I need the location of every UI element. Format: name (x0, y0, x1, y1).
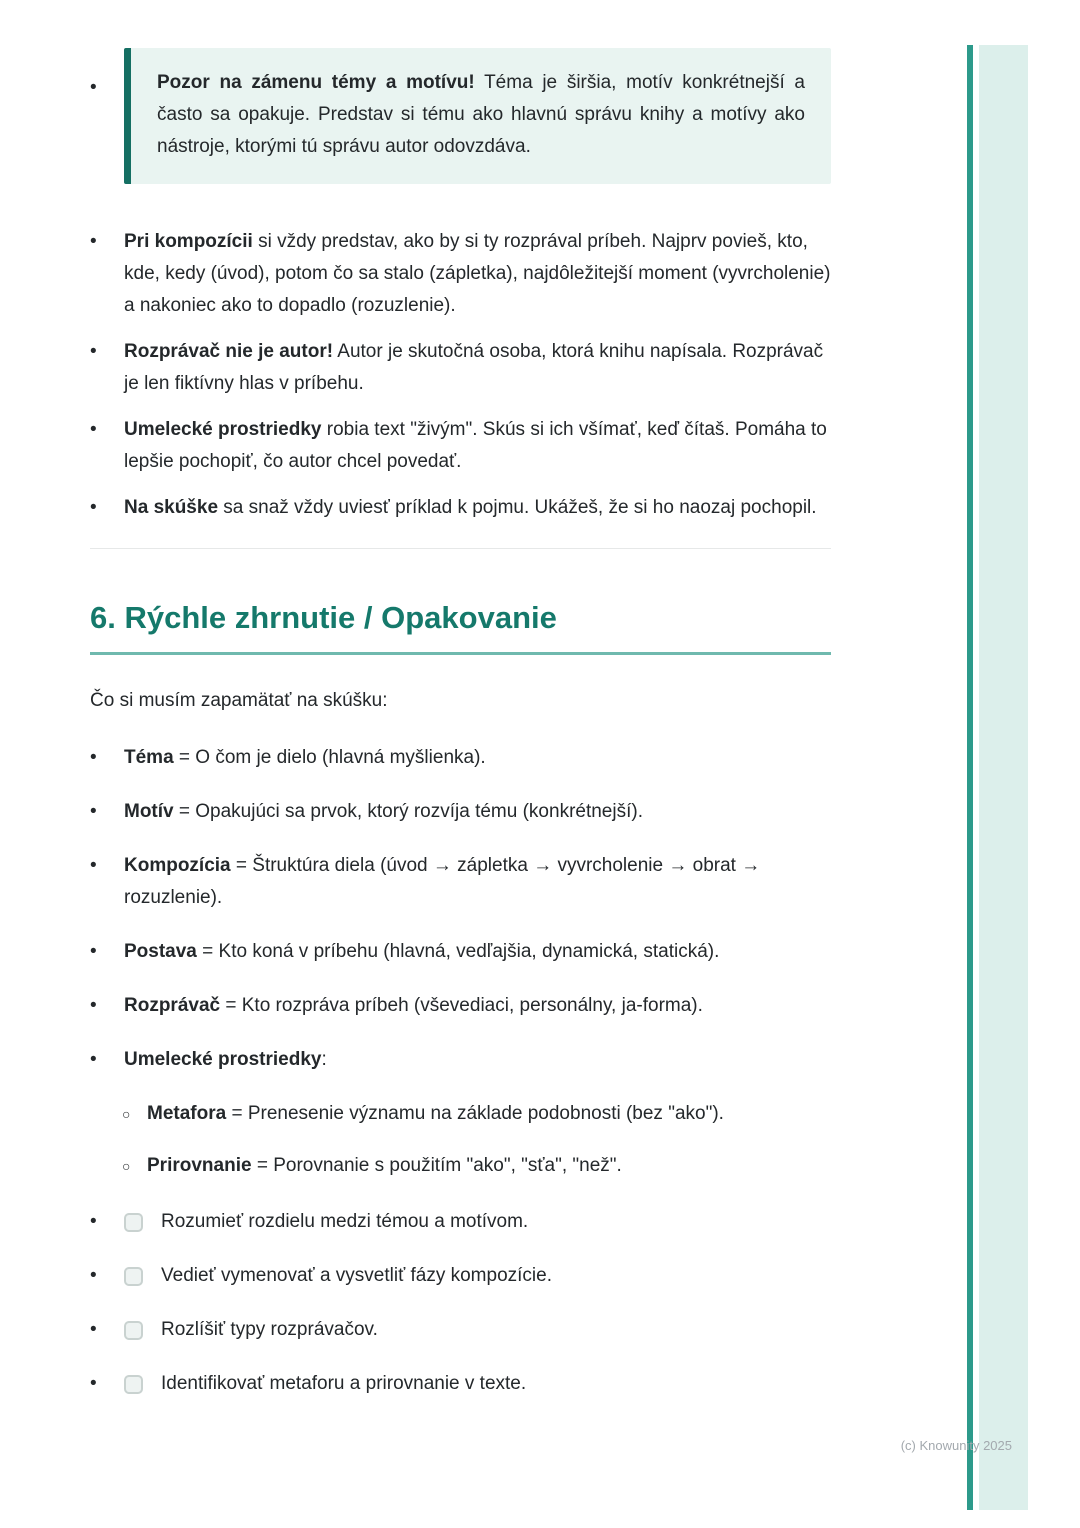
list-item (90, 936, 831, 968)
checkbox[interactable] (124, 1321, 143, 1340)
list-item-text (124, 414, 831, 478)
list-item (90, 796, 831, 828)
checklist-item-text: Rozlíšiť typy rozprávačov. (161, 1319, 378, 1340)
definition: = Porovnanie s použitím "ako", "sťa", "než". (251, 1155, 622, 1176)
heading-underline (90, 652, 831, 655)
term: Motív (124, 801, 174, 822)
checklist-item-text: Rozumieť rozdielu medzi témou a motívom. (161, 1211, 529, 1232)
copyright-notice: (c) Knowunity 2025 (900, 1438, 1012, 1453)
definition: = Štruktúra diela (úvod → zápletka → vyvrcholenie → obrat → rozuzlenie). (124, 855, 761, 908)
checklist-item (90, 1206, 831, 1238)
section-intro: Čo si musím zapamätať na skúšku: (90, 690, 388, 711)
bullet-marker: • (90, 497, 97, 518)
definition: = Opakujúci sa prvok, ktorý rozvíja tému (konkrétnejší). (173, 801, 643, 822)
section-divider (90, 548, 831, 549)
list-item (90, 850, 831, 914)
bullet-marker: • (90, 995, 97, 1016)
term: Rozprávač nie je autor! (124, 341, 334, 362)
checklist-item-text: Identifikovať metaforu a prirovnanie v texte. (161, 1373, 527, 1394)
bullet-marker: • (90, 419, 97, 440)
term: Metafora (147, 1103, 227, 1124)
list-item-text (124, 936, 831, 968)
circle-marker: ○ (122, 1158, 131, 1174)
list-item (90, 990, 831, 1022)
list-item (90, 414, 831, 478)
definition: : (321, 1049, 327, 1070)
checklist-item (90, 1368, 831, 1400)
bullet-marker: • (90, 1373, 97, 1394)
bullet-marker: • (90, 231, 97, 252)
checkbox[interactable] (124, 1375, 143, 1394)
bullet-marker: • (90, 1319, 97, 1340)
list-item-text (124, 336, 831, 400)
bullet-marker: • (90, 855, 97, 876)
checklist (90, 1206, 831, 1400)
bullet-marker: • (90, 747, 97, 768)
term: Umelecké prostriedky (124, 419, 322, 440)
list-item-text (124, 850, 831, 914)
list-item-text (124, 742, 831, 774)
callout-body-text: Téma je širšia, motív konkrétnejší a často sa opakuje. Predstav si tému ako hlavnú správu knihy a motívy ako nástroje, ktorými tú správu autor odovzdáva. (157, 72, 805, 157)
list-item-text (124, 1044, 831, 1076)
bullet-marker: • (90, 941, 97, 962)
term: Kompozícia (124, 855, 231, 876)
bullet-marker: • (90, 341, 97, 362)
tips-list (90, 226, 831, 524)
summary-list (90, 742, 831, 1400)
side-accent-band (979, 45, 1028, 1510)
list-item-text (147, 1098, 831, 1130)
definition: sa snaž vždy uviesť príklad k pojmu. Ukážeš, že si ho naozaj pochopil. (218, 497, 817, 518)
term: Rozprávač (124, 995, 221, 1016)
term: Umelecké prostriedky (124, 1049, 322, 1070)
checklist-item (90, 1260, 831, 1292)
list-item (90, 226, 831, 322)
term: Postava (124, 941, 197, 962)
list-item (90, 336, 831, 400)
document-content (90, 0, 831, 1422)
sub-list (122, 1098, 831, 1182)
definition: = O čom je dielo (hlavná myšlienka). (173, 747, 486, 768)
list-item (90, 742, 831, 774)
bullet-marker: • (90, 1211, 97, 1232)
term: Na skúške (124, 497, 219, 518)
term: Prirovnanie (147, 1155, 252, 1176)
bullet-marker: • (90, 1049, 97, 1070)
list-item-text (124, 492, 831, 524)
bullet-marker: • (90, 77, 97, 98)
bullet-marker: • (90, 1265, 97, 1286)
callout-note (124, 48, 831, 184)
definition: = Kto koná v príbehu (hlavná, vedľajšia, dynamická, statická). (196, 941, 720, 962)
circle-marker: ○ (122, 1106, 131, 1122)
checkbox[interactable] (124, 1213, 143, 1232)
side-accent-line (967, 45, 973, 1510)
list-item-text (124, 796, 831, 828)
callout-list-item (90, 48, 831, 184)
bullet-marker: • (90, 801, 97, 822)
list-item (90, 492, 831, 524)
checkbox[interactable] (124, 1267, 143, 1286)
list-item-text (147, 1150, 831, 1182)
definition: si vždy predstav, ako by si ty rozprával príbeh. Najprv povieš, kto, kde, kedy (úvod), potom čo sa stalo (zápletka), najdôležitejší moment (vyvrcholenie) a nakoniec ako to dopadlo (rozuzlenie). (124, 231, 831, 316)
list-item-text (124, 990, 831, 1022)
definition: robia text "živým". Skús si ich všímať, keď čítaš. Pomáha to lepšie pochopiť, čo autor chcel povedať. (124, 419, 827, 472)
sub-list-item (122, 1150, 831, 1182)
list-item-text (124, 226, 831, 322)
definition: = Kto rozpráva príbeh (vševediaci, personálny, ja-forma). (220, 995, 703, 1016)
definition: Autor je skutočná osoba, ktorá knihu napísala. Rozprávač je len fiktívny hlas v príbehu. (124, 341, 824, 394)
section-heading: 6. Rýchle zhrnutie / Opakovanie (90, 600, 557, 635)
term: Pri kompozícii (124, 231, 253, 252)
sub-list-item (122, 1098, 831, 1130)
list-item (90, 1044, 831, 1076)
term: Téma (124, 747, 174, 768)
callout-bold-text: Pozor na zámenu témy a motívu! (157, 72, 475, 93)
checklist-item (90, 1314, 831, 1346)
checklist-item-text: Vedieť vymenovať a vysvetliť fázy kompozície. (161, 1265, 552, 1286)
definition: = Prenesenie významu na základe podobnosti (bez "ako"). (226, 1103, 724, 1124)
